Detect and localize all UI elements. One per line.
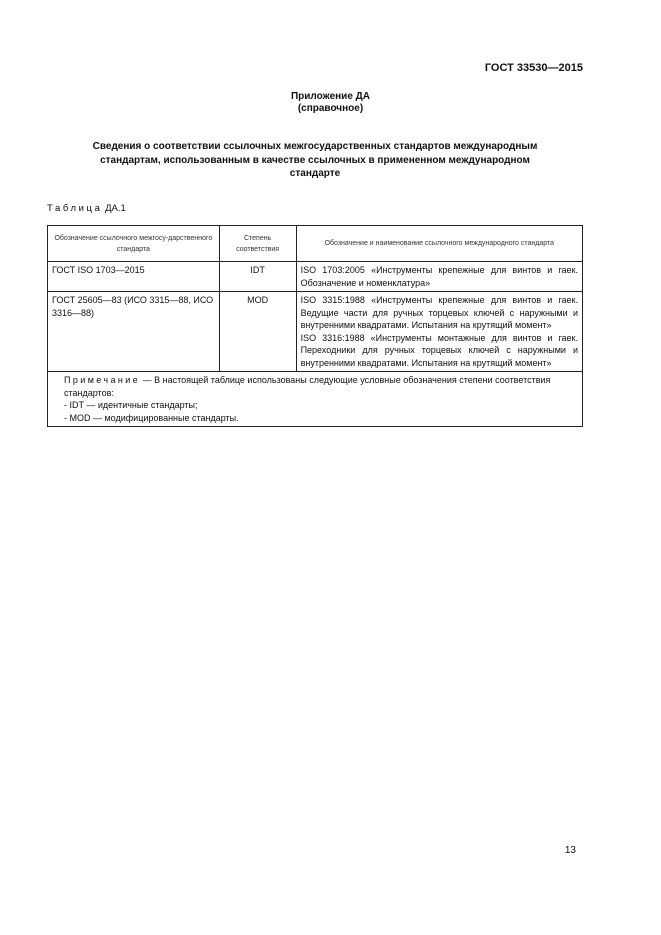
table-caption [47,203,126,214]
column-header-standard: Обозначение ссылочного межгосу-дарственного стандарта [48,226,220,262]
cell-degree: IDT [219,262,296,292]
section-title-line-1: Сведения о соответствии ссылочных межгосударственных стандартов международным [92,141,538,152]
annex-title: Приложение ДА [290,91,371,102]
cell-standard: ГОСТ 25605—83 (ИСО 3315—88, ИСО 3316—88) [48,292,220,372]
cell-international-entry-1: ISO 3315:1988 «Инструменты крепежные для винтов и гаек. Ведущие части для ручных торцевых ключей с наружными и внутренними квадратами. Испытания на крутящий момент» [300,295,578,330]
note-paragraph [52,374,578,399]
note-text: — В настоящей таблице использованы следующие условные обозначения степени соответствия стандартов: [64,375,551,398]
table-header-row [48,226,583,262]
cell-international-entry-2: ISO 3316:1988 «Инструменты монтажные для винтов и гаек. Переходники для ручных торцевых ключей с наружными и внутренними квадратами. Испытания на крутящий момент» [300,332,578,368]
section-title [55,140,575,181]
column-header-international: Обозначение и наименование ссылочного международного стандарта [296,226,582,262]
section-title-line-2: стандартам, использованным в качестве ссылочных в примененном международном [100,154,530,166]
note-label: Примечание [64,375,141,385]
section-title-line-3: стандарте [289,168,341,179]
annex-subtitle: (справочное) [297,103,364,114]
table-caption-word: Таблица [47,203,103,214]
table-row [48,262,583,292]
cell-international: ISO 1703:2005 «Инструменты крепежные для винтов и гаек. Обозначение и номенклатура» [296,262,582,292]
table-row [48,292,583,372]
cell-standard: ГОСТ ISO 1703—2015 [48,262,220,292]
table-note-row [48,372,583,427]
page-number: 13 [564,845,576,856]
cell-degree: MOD [219,292,296,372]
reference-standards-table [47,225,583,427]
note-item-mod: - MOD — модифицированные стандарты. [64,412,239,423]
table-caption-id: ДА.1 [105,203,126,214]
annex-heading [0,91,661,115]
table-note [48,372,583,427]
cell-international [296,292,582,372]
document-code: ГОСТ 33530—2015 [484,62,583,74]
column-header-degree: Степень соответствия [219,226,296,262]
note-item-idt: - IDT — идентичные стандарты; [64,400,198,410]
